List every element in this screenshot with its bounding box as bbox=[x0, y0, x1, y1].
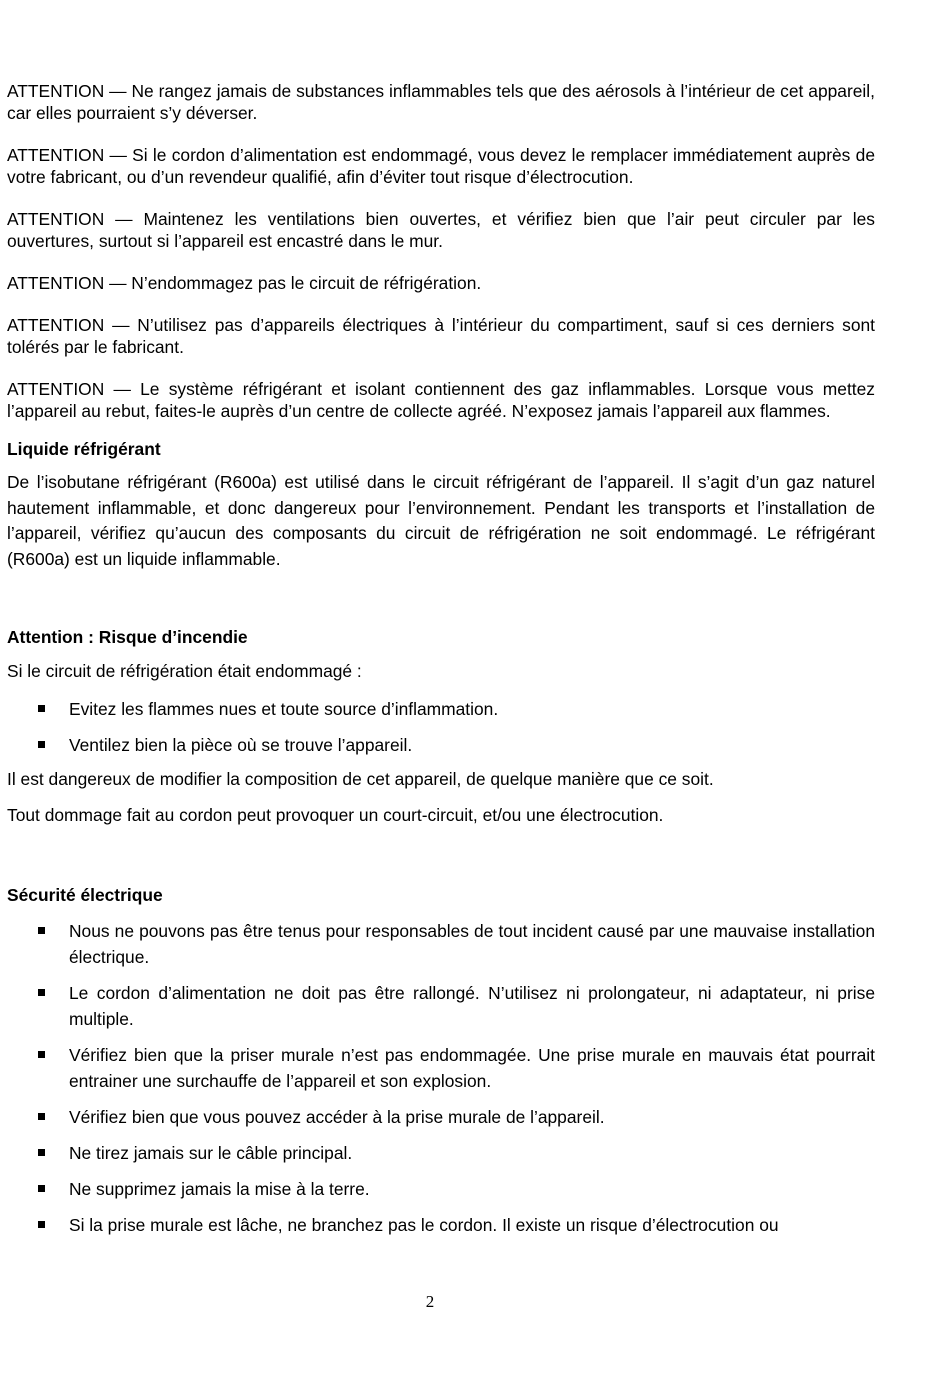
fire-risk-intro: Si le circuit de réfrigération était endommagé : bbox=[7, 661, 362, 681]
refrigerant-heading: Liquide réfrigérant bbox=[7, 439, 161, 459]
refrigerant-paragraph: De l’isobutane réfrigérant (R600a) est utilisé dans le circuit réfrigérant de l’appareil. Il s’agit d’un gaz naturel hautement inflammable, et donc dangereux pour l’environnement. Pendant les transports et l’installation de l’appareil, vérifiez qu’aucun des composants du circuit de réfrigération ne soit endommagé. Le réfrigérant (R600a) est un liquide inflammable. bbox=[7, 472, 875, 569]
section-spacer bbox=[7, 582, 875, 626]
cord-damage-warning: Tout dommage fait au cordon peut provoquer un court-circuit, et/ou une électrocution. bbox=[7, 805, 664, 825]
list-item bbox=[7, 1140, 875, 1166]
list-item bbox=[7, 732, 875, 758]
list-item-text: Vérifiez bien que vous pouvez accéder à la prise murale de l’appareil. bbox=[69, 1107, 605, 1127]
warning-paragraph-3: ATTENTION — Maintenez les ventilations bien ouvertes, et vérifiez bien que l’air peut circuler par les ouvertures, surtout si l’appareil est encastré dans le mur. bbox=[7, 209, 875, 251]
square-bullet-icon bbox=[38, 1221, 45, 1228]
list-item-text: Si la prise murale est lâche, ne branchez pas le cordon. Il existe un risque d’électrocution ou bbox=[69, 1215, 779, 1235]
list-item bbox=[7, 1176, 875, 1202]
list-item bbox=[7, 1212, 875, 1238]
square-bullet-icon bbox=[38, 927, 45, 934]
list-item bbox=[7, 696, 875, 722]
list-item-text: Ventilez bien la pièce où se trouve l’appareil. bbox=[69, 735, 413, 755]
electrical-safety-heading: Sécurité électrique bbox=[7, 885, 163, 905]
fire-risk-list bbox=[7, 696, 875, 758]
list-item-text: Vérifiez bien que la priser murale n’est pas endommagée. Une prise murale en mauvais état pourrait entrainer une surchauffe de l’appareil et son explosion. bbox=[69, 1045, 875, 1091]
document-page bbox=[7, 80, 875, 1248]
list-item bbox=[7, 1104, 875, 1130]
page-number: 2 bbox=[425, 1292, 435, 1311]
list-item bbox=[7, 1042, 875, 1094]
warning-paragraph-5: ATTENTION — N’utilisez pas d’appareils électriques à l’intérieur du compartiment, sauf si ces derniers sont tolérés par le fabricant. bbox=[7, 315, 875, 357]
square-bullet-icon bbox=[38, 741, 45, 748]
square-bullet-icon bbox=[38, 989, 45, 996]
list-item-text: Ne tirez jamais sur le câble principal. bbox=[69, 1143, 353, 1163]
modification-warning: Il est dangereux de modifier la composition de cet appareil, de quelque manière que ce soit. bbox=[7, 769, 714, 789]
warning-paragraph-1: ATTENTION — Ne rangez jamais de substances inflammables tels que des aérosols à l’intérieur de cet appareil, car elles pourraient s’y déverser. bbox=[7, 81, 875, 123]
warning-paragraph-6: ATTENTION — Le système réfrigérant et isolant contiennent des gaz inflammables. Lorsque vous mettez l’appareil au rebut, faites-le auprès d’un centre de collecte agréé. N’exposez jamais l’appareil aux flammes. bbox=[7, 379, 875, 421]
warning-paragraph-2: ATTENTION — Si le cordon d’alimentation est endommagé, vous devez le remplacer immédiatement auprès de votre fabricant, ou d’un revendeur qualifié, afin d’éviter tout risque d’électrocution. bbox=[7, 145, 875, 187]
section-spacer bbox=[7, 836, 875, 884]
electrical-safety-list bbox=[7, 918, 875, 1238]
list-item-text: Evitez les flammes nues et toute source d’inflammation. bbox=[69, 699, 499, 719]
square-bullet-icon bbox=[38, 1113, 45, 1120]
list-item-text: Ne supprimez jamais la mise à la terre. bbox=[69, 1179, 370, 1199]
list-item-text: Nous ne pouvons pas être tenus pour responsables de tout incident causé par une mauvaise installation électrique. bbox=[69, 921, 875, 967]
square-bullet-icon bbox=[38, 1149, 45, 1156]
fire-risk-heading: Attention : Risque d’incendie bbox=[7, 627, 248, 647]
warning-paragraph-4: ATTENTION — N’endommagez pas le circuit de réfrigération. bbox=[7, 273, 482, 293]
list-item bbox=[7, 980, 875, 1032]
list-item bbox=[7, 918, 875, 970]
square-bullet-icon bbox=[38, 705, 45, 712]
square-bullet-icon bbox=[38, 1185, 45, 1192]
list-item-text: Le cordon d’alimentation ne doit pas être rallongé. N’utilisez ni prolongateur, ni adaptateur, ni prise multiple. bbox=[69, 983, 875, 1029]
square-bullet-icon bbox=[38, 1051, 45, 1058]
